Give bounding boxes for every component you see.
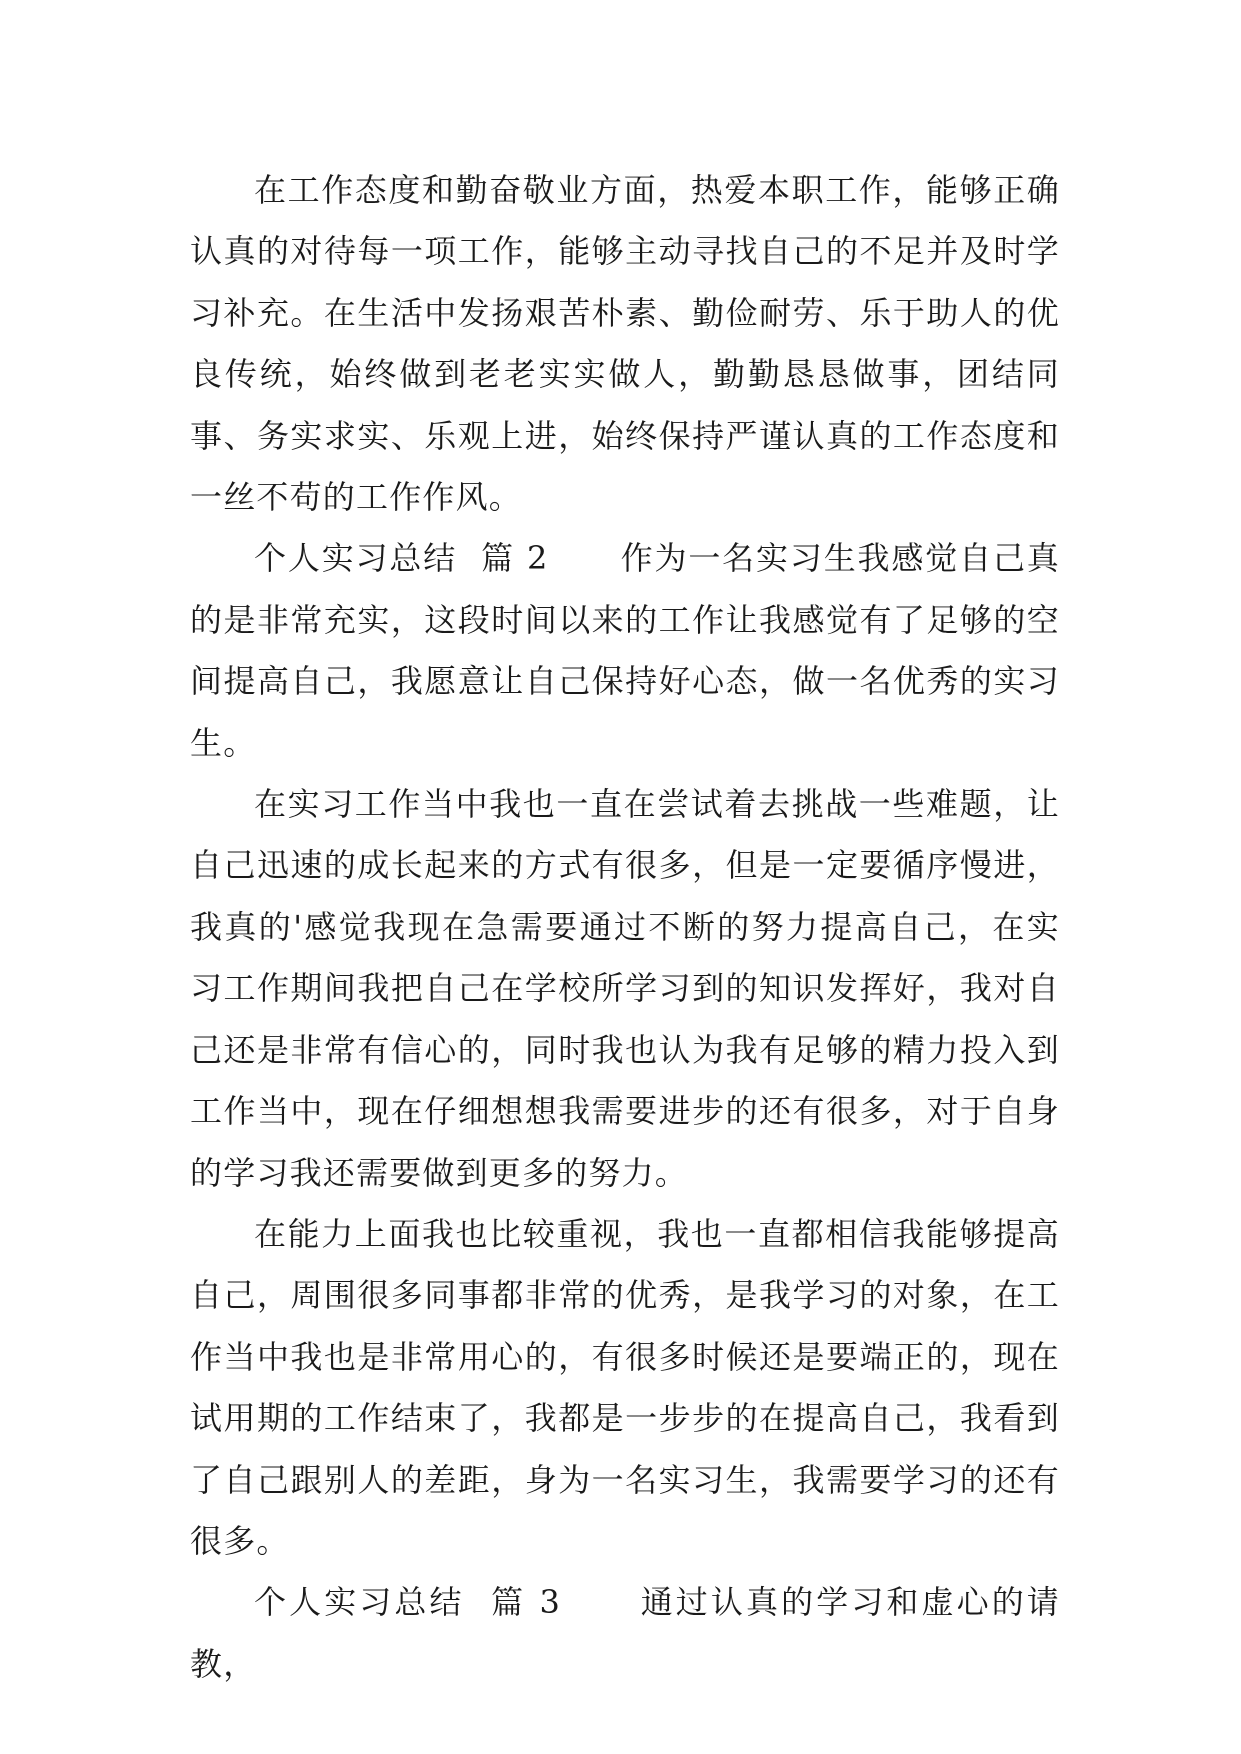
document-body	[190, 160, 1060, 1695]
paragraph-work-attitude: 在工作态度和勤奋敬业方面，热爱本职工作，能够正确认真的对待每一项工作，能够主动寻找自己的不足并及时学习补充。在生活中发扬艰苦朴素、勤俭耐劳、乐于助人的优良传统，始终做到老老实实做人，勤勤恳恳做事，团结同事、务实求实、乐观上进，始终保持严谨认真的工作态度和一丝不苟的工作作风。	[190, 171, 1060, 517]
paragraph-summary-2-text: 个人实习总结 篇 2 作为一名实习生我感觉自己真的是非常充实，这段时间以来的工作让我感觉有了足够的空间提高自己，我愿意让自己保持好心态，做一名优秀的实习生。	[190, 539, 1060, 762]
paragraph-challenges: 在实习工作当中我也一直在尝试着去挑战一些难题，让自己迅速的成长起来的方式有很多，但是一定要循序慢进，我真的'感觉我现在急需要通过不断的努力提高自己，在实习工作期间我把自己在学校所学习到的知识发挥好，我对自己还是非常有信心的，同时我也认为我有足够的精力投入到工作当中，现在仔细想想我需要进步的还有很多，对于自身的学习我还需要做到更多的努力。	[190, 785, 1060, 1192]
paragraph-summary-3-text: 个人实习总结 篇 3 通过认真的学习和虚心的请教，	[190, 1583, 1060, 1683]
paragraph-ability: 在能力上面我也比较重视，我也一直都相信我能够提高自己，周围很多同事都非常的优秀，是我学习的对象，在工作当中我也是非常用心的，有很多时候还是要端正的，现在试用期的工作结束了，我都是一步步的在提高自己，我看到了自己跟别人的差距，身为一名实习生，我需要学习的还有很多。	[190, 1214, 1060, 1560]
paragraph-summary-2	[190, 528, 1060, 774]
paragraph-summary-3	[190, 1572, 1060, 1695]
